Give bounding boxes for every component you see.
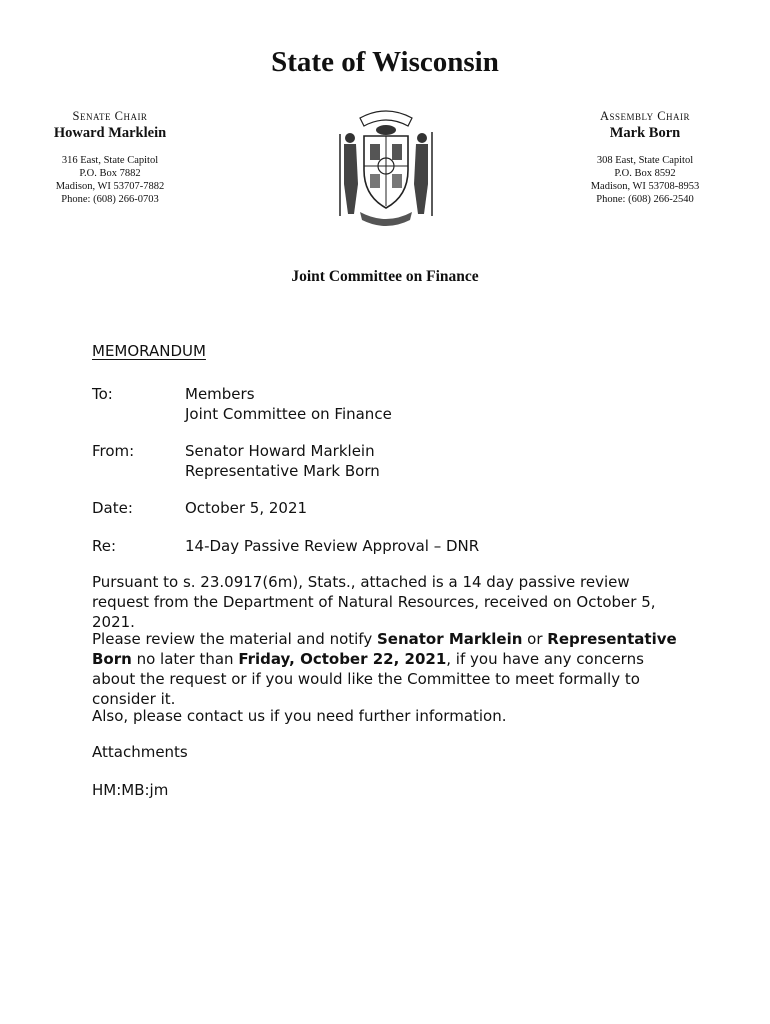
senate-chair-phone: Phone: (608) 266-0703: [61, 194, 159, 205]
assembly-chair-phone: Phone: (608) 266-2540: [596, 194, 694, 205]
para2-text-1: Please review the material and notify: [92, 630, 377, 648]
senator-marklein-bold: Senator Marklein: [376, 630, 523, 648]
attachments-label: Attachments: [92, 743, 188, 761]
senate-chair-name: Howard Marklein: [53, 125, 167, 141]
author-initials: HM:MB:jm: [92, 781, 169, 799]
body-paragraph-1: Pursuant to s. 23.0917(6m), Stats., attached is a 14 day passive review request from the Department of Natural Resources, received on October 5, 2021.: [92, 573, 656, 631]
state-title: State of Wisconsin: [271, 46, 499, 78]
senate-chair-role: Senate Chair: [72, 109, 148, 123]
from-line-2: Representative Mark Born: [185, 462, 380, 480]
assembly-chair-name: Mark Born: [609, 125, 681, 141]
body-paragraph-2: [92, 629, 682, 709]
wisconsin-state-seal-icon: [330, 104, 442, 232]
body-paragraph-3: Also, please contact us if you need further information.: [92, 707, 507, 725]
assembly-chair-address-3: Madison, WI 53708-8953: [590, 181, 700, 192]
to-line-2: Joint Committee on Finance: [185, 405, 392, 423]
from-line-1: Senator Howard Marklein: [185, 442, 375, 460]
deadline-date-bold: Friday, October 22, 2021: [238, 650, 447, 668]
assembly-chair-address-2: P.O. Box 8592: [614, 168, 676, 179]
senate-chair-address-2: P.O. Box 7882: [79, 168, 141, 179]
date-label: Date:: [92, 499, 133, 517]
representative-born-bold: Representative Born: [92, 630, 677, 668]
re-value: 14-Day Passive Review Approval – DNR: [185, 537, 480, 555]
senate-chair-block: [10, 108, 210, 206]
assembly-chair-address-1: 308 East, State Capitol: [596, 155, 694, 166]
memorandum-label: MEMORANDUM: [92, 342, 206, 360]
para2-text-4: , if you have any concerns about the request or if you would like the Committee to meet formally to consider it.: [92, 650, 644, 708]
para2-text-3: no later than: [131, 650, 239, 668]
re-label: Re:: [92, 537, 117, 555]
committee-title: Joint Committee on Finance: [291, 268, 479, 285]
senate-chair-address-1: 316 East, State Capitol: [61, 155, 159, 166]
senate-chair-address-3: Madison, WI 53707-7882: [55, 181, 165, 192]
assembly-chair-block: [545, 108, 745, 206]
from-label: From:: [92, 442, 135, 460]
assembly-chair-role: Assembly Chair: [599, 109, 691, 123]
para2-text-2: or: [522, 630, 548, 648]
date-value: October 5, 2021: [185, 499, 308, 517]
to-label: To:: [92, 385, 113, 403]
to-line-1: Members: [185, 385, 255, 403]
